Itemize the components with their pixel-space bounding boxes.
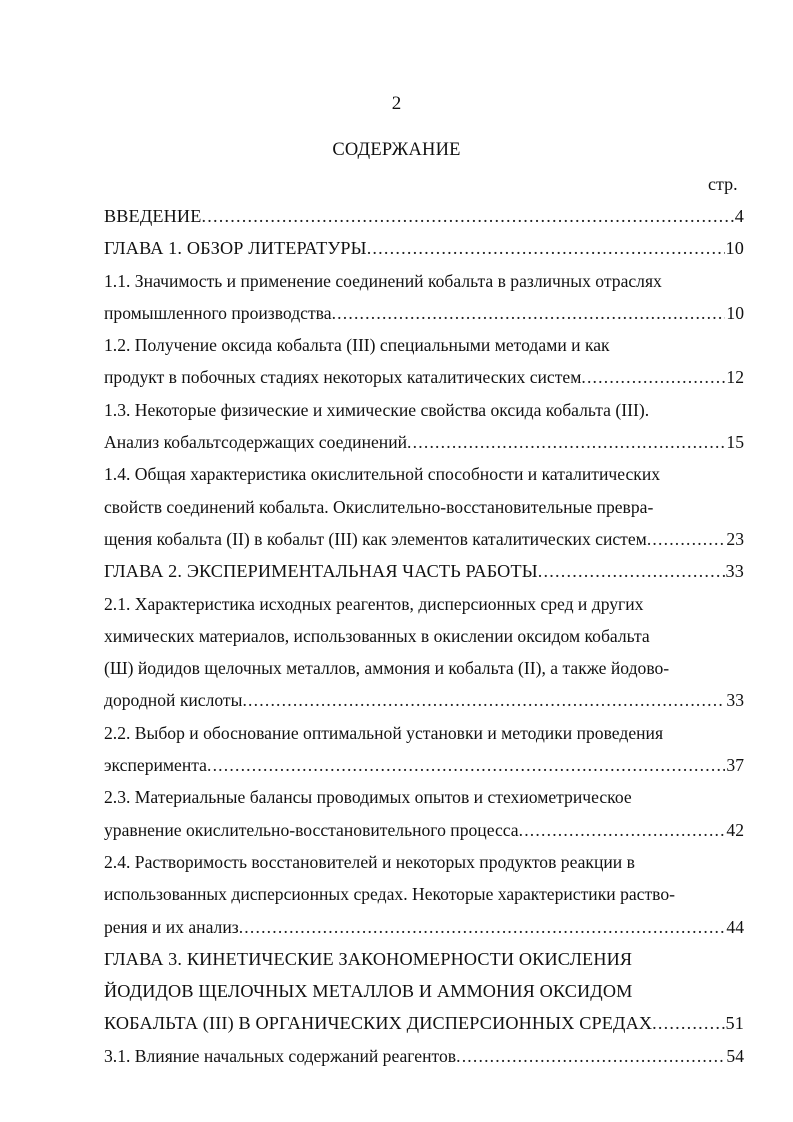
toc-entry-line: 2.2. Выбор и обоснование оптимальной установки и методики проведения [104,722,664,743]
toc-entry-last-line [104,200,744,232]
toc-entry-text: Анализ кобальтсодержащих соединений [104,432,408,453]
toc-entry-last-line [104,1007,744,1039]
dot-leader [407,426,725,458]
toc-entry-text: продукт в побочных стадиях некоторых каталитических систем [104,367,582,388]
toc-entry-last-line [104,361,744,393]
toc-entry-line: ЙОДИДОВ ЩЕЛОЧНЫХ МЕТАЛЛОВ И АММОНИЯ ОКСИДОМ [104,981,633,1002]
toc-entry-text: уравнение окислительно-восстановительного процесса [104,819,519,840]
dot-leader [367,232,725,264]
toc-entry-text: ГЛАВА 1. ОБЗОР ЛИТЕРАТУРЫ [104,238,367,259]
toc-entry [104,458,744,555]
dot-leader [239,911,726,943]
toc-entry-last-line [104,814,744,846]
toc-entry-text: промышленного производства [104,302,332,323]
toc-entry-page: 54 [726,1045,744,1066]
toc-entry-last-line [104,232,744,264]
toc-entry [104,394,744,459]
dot-leader [332,297,726,329]
dot-leader [456,1040,725,1072]
toc-entry [104,329,744,394]
page-number: 2 [391,93,402,114]
toc-entry-page: 10 [725,238,744,259]
toc-entry [104,781,744,846]
toc-entry [104,200,744,232]
toc-entry-line: использованных дисперсионных средах. Некоторые характеристики раство- [104,884,676,905]
toc-entry-page: 10 [726,302,744,323]
toc-entry-page: 12 [726,367,744,388]
toc-entry-last-line [104,684,744,716]
dot-leader [647,523,726,555]
toc-entry-page: 42 [726,819,744,840]
toc-entry-page: 37 [726,755,744,776]
toc-entry [104,265,744,330]
toc-entry-page: 23 [726,528,744,549]
toc-entry-last-line [104,1040,744,1072]
toc-entry-text: рения и их анализ [104,916,239,937]
toc-entry-line: ГЛАВА 3. КИНЕТИЧЕСКИЕ ЗАКОНОМЕРНОСТИ ОКИСЛЕНИЯ [104,948,633,969]
dot-leader [207,749,725,781]
dot-leader [201,200,733,232]
toc-entry-last-line [104,749,744,781]
toc-entry-text: ГЛАВА 2. ЭКСПЕРИМЕНТАЛЬНАЯ ЧАСТЬ РАБОТЫ [104,561,538,582]
toc-entry-line: (Ш) йодидов щелочных металлов, аммония и кобальта (II), а также йодово- [104,658,670,679]
toc-entry-text: 3.1. Влияние начальных содержаний реагентов [104,1045,457,1066]
toc-entry-line: химических материалов, использованных в окислении оксидом кобальта [104,625,650,646]
toc-entry-page: 15 [726,432,744,453]
toc-entry-text: эксперимента [104,755,207,776]
toc-entry-last-line [104,911,744,943]
dot-leader [519,814,726,846]
dot-leader [538,555,725,587]
page-column-label: стр. [708,174,738,194]
toc-entry-page: 33 [725,561,744,582]
toc-entry [104,846,744,943]
toc-entry-text: КОБАЛЬТА (III) В ОРГАНИЧЕСКИХ ДИСПЕРСИОННЫХ СРЕДАХ [104,1013,653,1034]
toc-entry [104,555,744,587]
toc-entry-text: ВВЕДЕНИЕ [104,206,202,226]
page-title: СОДЕРЖАНИЕ [332,140,461,160]
toc-entry-last-line [104,555,744,587]
toc-entry-page: 4 [734,206,744,226]
toc-entry-text: дородной кислоты [104,690,243,711]
dot-leader [242,684,725,716]
toc-entry-line: 1.4. Общая характеристика окислительной способности и каталитических [104,464,661,485]
toc-entry-line: 2.1. Характеристика исходных реагентов, дисперсионных сред и других [104,593,644,614]
toc-entry-line: 1.1. Значимость и применение соединений кобальта в различных отраслях [104,270,662,291]
toc-entry-line: 1.3. Некоторые физические и химические свойства оксида кобальта (III). [104,399,650,420]
toc-entry-last-line [104,297,744,329]
toc-entry-line: 1.2. Получение оксида кобальта (III) специальными методами и как [104,335,610,356]
toc-entry [104,943,744,1040]
dot-leader [652,1007,724,1039]
toc-entry-page: 44 [726,916,744,937]
toc-entry-text: щения кобальта (II) в кобальт (III) как элементов каталитических систем [104,528,647,549]
toc-entry-last-line [104,523,744,555]
toc-entry-line: свойств соединений кобальта. Окислительно-восстановительные превра- [104,496,654,517]
dot-leader [581,361,725,393]
toc-entry [104,588,744,717]
toc-entry-last-line [104,426,744,458]
toc-entry-line: 2.3. Материальные балансы проводимых опытов и стехиометрическое [104,787,632,808]
toc-entry-page: 51 [725,1013,744,1034]
toc-entry [104,717,744,782]
toc-entry-page: 33 [726,690,744,711]
toc-entry [104,1040,744,1072]
toc-entry [104,232,744,264]
toc-entry-line: 2.4. Растворимость восстановителей и некоторых продуктов реакции в [104,851,635,872]
table-of-contents [104,200,744,1072]
